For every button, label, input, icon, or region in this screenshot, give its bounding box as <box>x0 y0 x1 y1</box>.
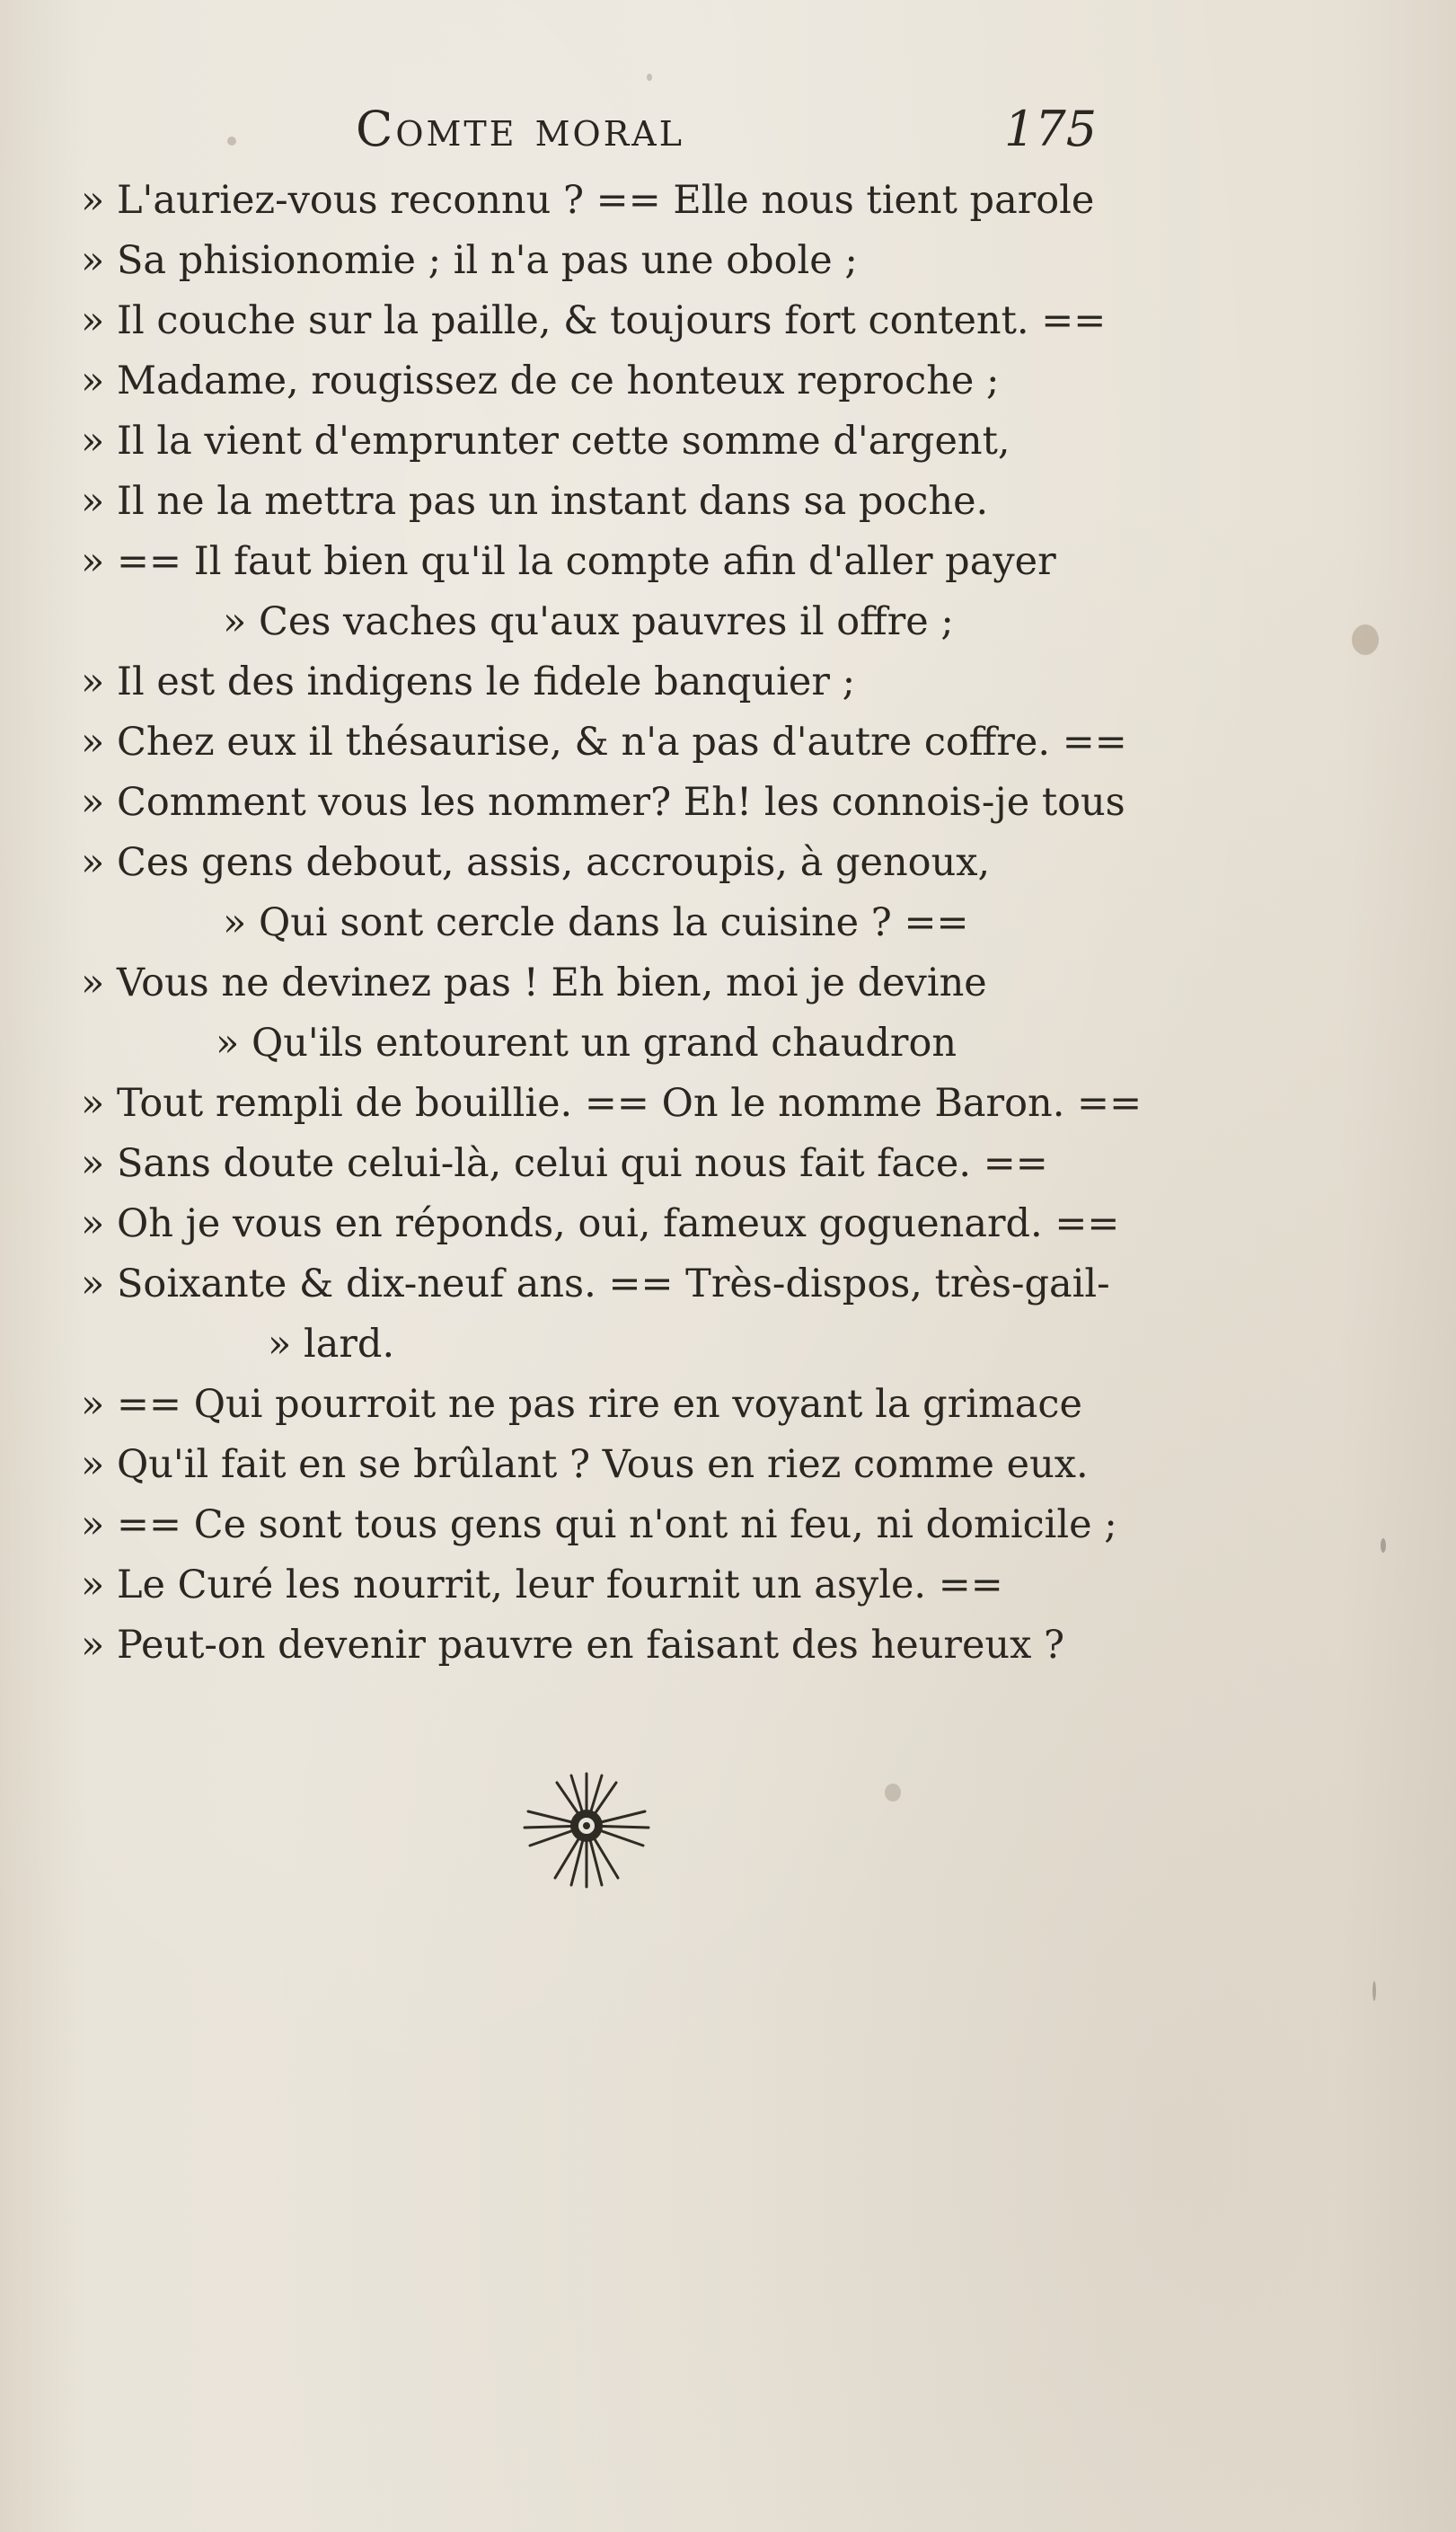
verse-line: » Qu'il fait en se brûlant ? Vous en riez comme eux. <box>81 1442 1089 1487</box>
page-number: 175 <box>1004 101 1098 157</box>
verse-line: » Il ne la mettra pas un instant dans sa poche. <box>81 479 989 524</box>
verse-line: » Peut-on devenir pauvre en faisant des heureux ? <box>81 1623 1065 1668</box>
verse-line: » == Il faut bien qu'il la compte afin d'aller payer <box>81 539 1056 584</box>
page-stain <box>1381 1538 1386 1553</box>
running-head <box>0 93 1456 165</box>
verse-line: » Il est des indigens le fidele banquier ; <box>81 660 856 704</box>
verse-line: » Ces gens debout, assis, accroupis, à genoux, <box>81 840 991 885</box>
page-stain <box>227 137 236 146</box>
verse-line: » Chez eux il thésaurise, & n'a pas d'autre coffre. == <box>81 720 1127 765</box>
running-title: Comte moral <box>356 101 684 157</box>
verse-line: » Madame, rougissez de ce honteux reproche ; <box>81 359 1000 403</box>
verse-line: » Tout rempli de bouillie. == On le nomme Baron. == <box>81 1081 1143 1126</box>
page-stain <box>647 74 652 81</box>
verse-line: » == Ce sont tous gens qui n'ont ni feu, ni domicile ; <box>81 1502 1117 1547</box>
page-stain <box>885 1784 901 1802</box>
verse-line: » Il la vient d'emprunter cette somme d'argent, <box>81 419 1010 464</box>
verse-line: » lard. <box>268 1322 395 1367</box>
verse-line: » Comment vous les nommer? Eh! les connois-je tous <box>81 780 1125 825</box>
verse-line: » Vous ne devinez pas ! Eh bien, moi je devine <box>81 961 987 1005</box>
verse-line: » Qu'ils entourent un grand chaudron <box>216 1021 957 1066</box>
verse-line: » Ces vaches qu'aux pauvres il offre ; <box>223 599 954 644</box>
page-stain <box>1372 1981 1376 2001</box>
verse-line: » Sans doute celui-là, celui qui nous fait face. == <box>81 1141 1048 1186</box>
sun-ornament-icon <box>519 1766 654 1892</box>
verse-line: » == Qui pourroit ne pas rire en voyant la grimace <box>81 1382 1082 1427</box>
verse-line: » Qui sont cercle dans la cuisine ? == <box>223 900 969 945</box>
page-stain <box>1352 624 1379 655</box>
verse-line: » Oh je vous en réponds, oui, fameux goguenard. == <box>81 1201 1120 1246</box>
verse-line: » L'auriez-vous reconnu ? == Elle nous tient parole <box>81 178 1095 223</box>
verse-line: » Le Curé les nourrit, leur fournit un asyle. == <box>81 1563 1003 1607</box>
verse-line: » Sa phisionomie ; il n'a pas une obole ; <box>81 238 858 283</box>
verse-line: » Il couche sur la paille, & toujours fort content. == <box>81 298 1107 343</box>
verse-line: » Soixante & dix-neuf ans. == Très-dispos, très-gail- <box>81 1262 1110 1306</box>
